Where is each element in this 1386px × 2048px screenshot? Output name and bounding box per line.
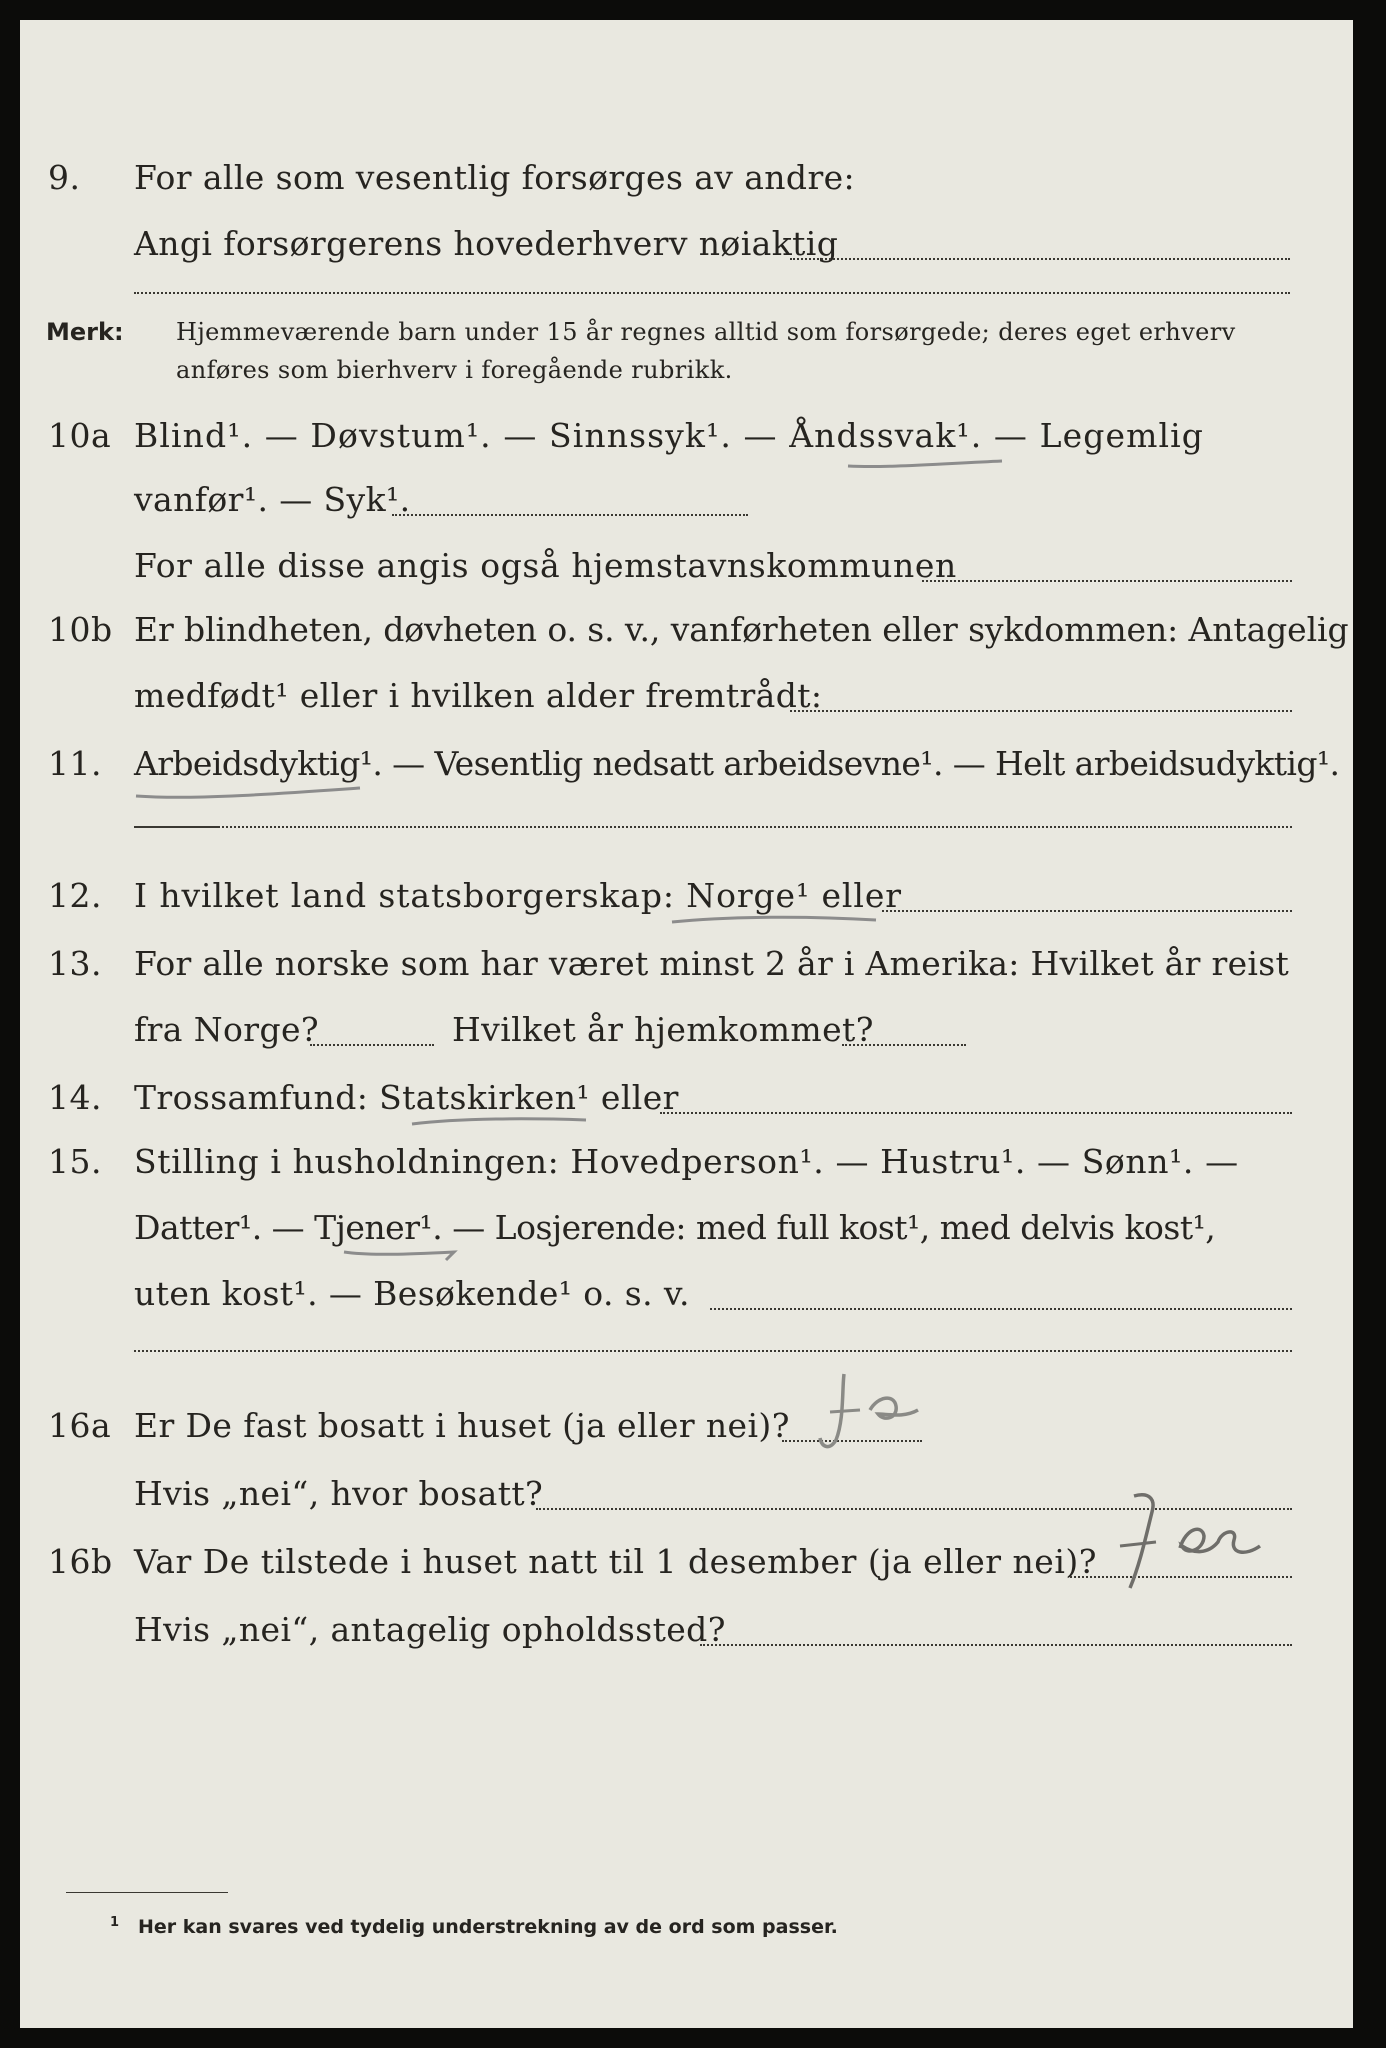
footnote-separator [66,1892,228,1893]
question-text: Blind¹. — Døvstum¹. — Sinnssyk¹. — Åndssvak¹. — Legemlig [134,416,1205,455]
question-number: 15. [48,1142,102,1181]
question-10b-line-2 [20,666,1353,726]
census-form-page [20,20,1353,2028]
pencil-underline [410,1112,590,1132]
question-number: 13. [48,944,102,983]
question-text: Hvis „nei“, antagelig opholdssted? [134,1610,726,1649]
question-15 [20,1132,1353,1192]
footnote [20,1912,1353,1952]
question-text: Trossamfund: Statskirken¹ eller [134,1078,679,1117]
question-text: vanfør¹. — Syk¹. [134,480,411,519]
answer-line[interactable] [710,1308,1292,1310]
handwritten-answer [1100,1484,1270,1604]
answer-line[interactable] [134,292,1290,294]
question-9-line-2 [20,214,1353,274]
question-text: medfødt¹ eller i hvilken alder fremtrådt: [134,676,823,715]
question-text: For alle som vesentlig forsørges av andre: [134,158,856,197]
question-text: Stilling i husholdningen: Hovedperson¹. — Hustru¹. — Sønn¹. — [134,1142,1239,1181]
question-number: 12. [48,876,102,915]
question-text: Var De tilstede i huset natt til 1 desember (ja eller nei)? [134,1542,1097,1581]
pencil-underline [134,782,364,806]
answer-line[interactable] [392,514,748,516]
question-text: Hvis „nei“, hvor bosatt? [134,1474,544,1513]
question-text: Er blindheten, døvheten o. s. v., vanførheten eller sykdommen: Antagelig [134,610,1349,649]
question-number: 9. [48,158,81,197]
note-block [20,312,1353,402]
footnote-mark: 1 [110,1915,120,1930]
question-number: 14. [48,1078,102,1117]
question-number: 16a [48,1406,112,1445]
question-text: I hvilket land statsborgerskap: Norge¹ eller [134,876,902,915]
answer-line[interactable] [790,710,1292,712]
answer-line[interactable] [660,1112,1292,1114]
answer-line[interactable] [310,1044,434,1046]
question-10b [20,600,1353,660]
question-13 [20,934,1353,994]
answer-line[interactable] [790,258,1290,260]
question-number: 11. [48,744,102,783]
question-9 [20,148,1353,208]
note-label: Merk: [46,318,124,346]
question-text: Datter¹. — Tjener¹. — Losjerende: med full kost¹, med delvis kost¹, [134,1208,1216,1247]
question-text: Angi forsørgerens hovederhverv nøiaktig [134,224,839,263]
answer-line[interactable] [134,1350,1292,1352]
question-number: 16b [48,1542,113,1581]
answer-line[interactable] [700,1644,1292,1646]
question-10a [20,406,1353,466]
question-10a-line-3 [20,536,1353,596]
question-text: For alle disse angis også hjemstavnskommunen [134,546,957,585]
answer-line[interactable] [134,826,218,828]
note-text: Hjemmeværende barn under 15 år regnes alltid som forsørgede; deres eget erhverv [176,318,1236,346]
answer-line[interactable] [842,1044,966,1046]
question-number: 10b [48,610,113,649]
answer-line[interactable] [922,580,1292,582]
note-text: anføres som bierhverv i foregående rubrikk. [176,356,733,384]
handwritten-answer [800,1360,940,1456]
answer-line[interactable] [218,826,1292,828]
answer-line[interactable] [882,910,1292,912]
question-13-line-2 [20,1000,1353,1060]
pencil-underline [342,1242,462,1264]
question-text: Arbeidsdyktig¹. — Vesentlig nedsatt arbeidsevne¹. — Helt arbeidsudyktig¹. [134,744,1340,783]
question-14 [20,1068,1353,1128]
question-16a [20,1396,1353,1456]
question-16b-line-2 [20,1600,1353,1660]
question-10a-line-2 [20,470,1353,530]
footnote-text: Her kan svares ved tydelig understrekning av de ord som passer. [138,1916,838,1938]
question-text: fra Norge? [134,1010,320,1049]
pencil-underline [670,910,880,930]
question-15-line-3 [20,1264,1353,1324]
question-text: For alle norske som har været minst 2 år i Amerika: Hvilket år reist [134,944,1290,983]
question-number: 10a [48,416,112,455]
question-text: Er De fast bosatt i huset (ja eller nei)? [134,1406,790,1445]
question-text: Hvilket år hjemkommet? [452,1010,874,1049]
question-text: uten kost¹. — Besøkende¹ o. s. v. [134,1274,690,1313]
question-15-line-2 [20,1198,1353,1258]
